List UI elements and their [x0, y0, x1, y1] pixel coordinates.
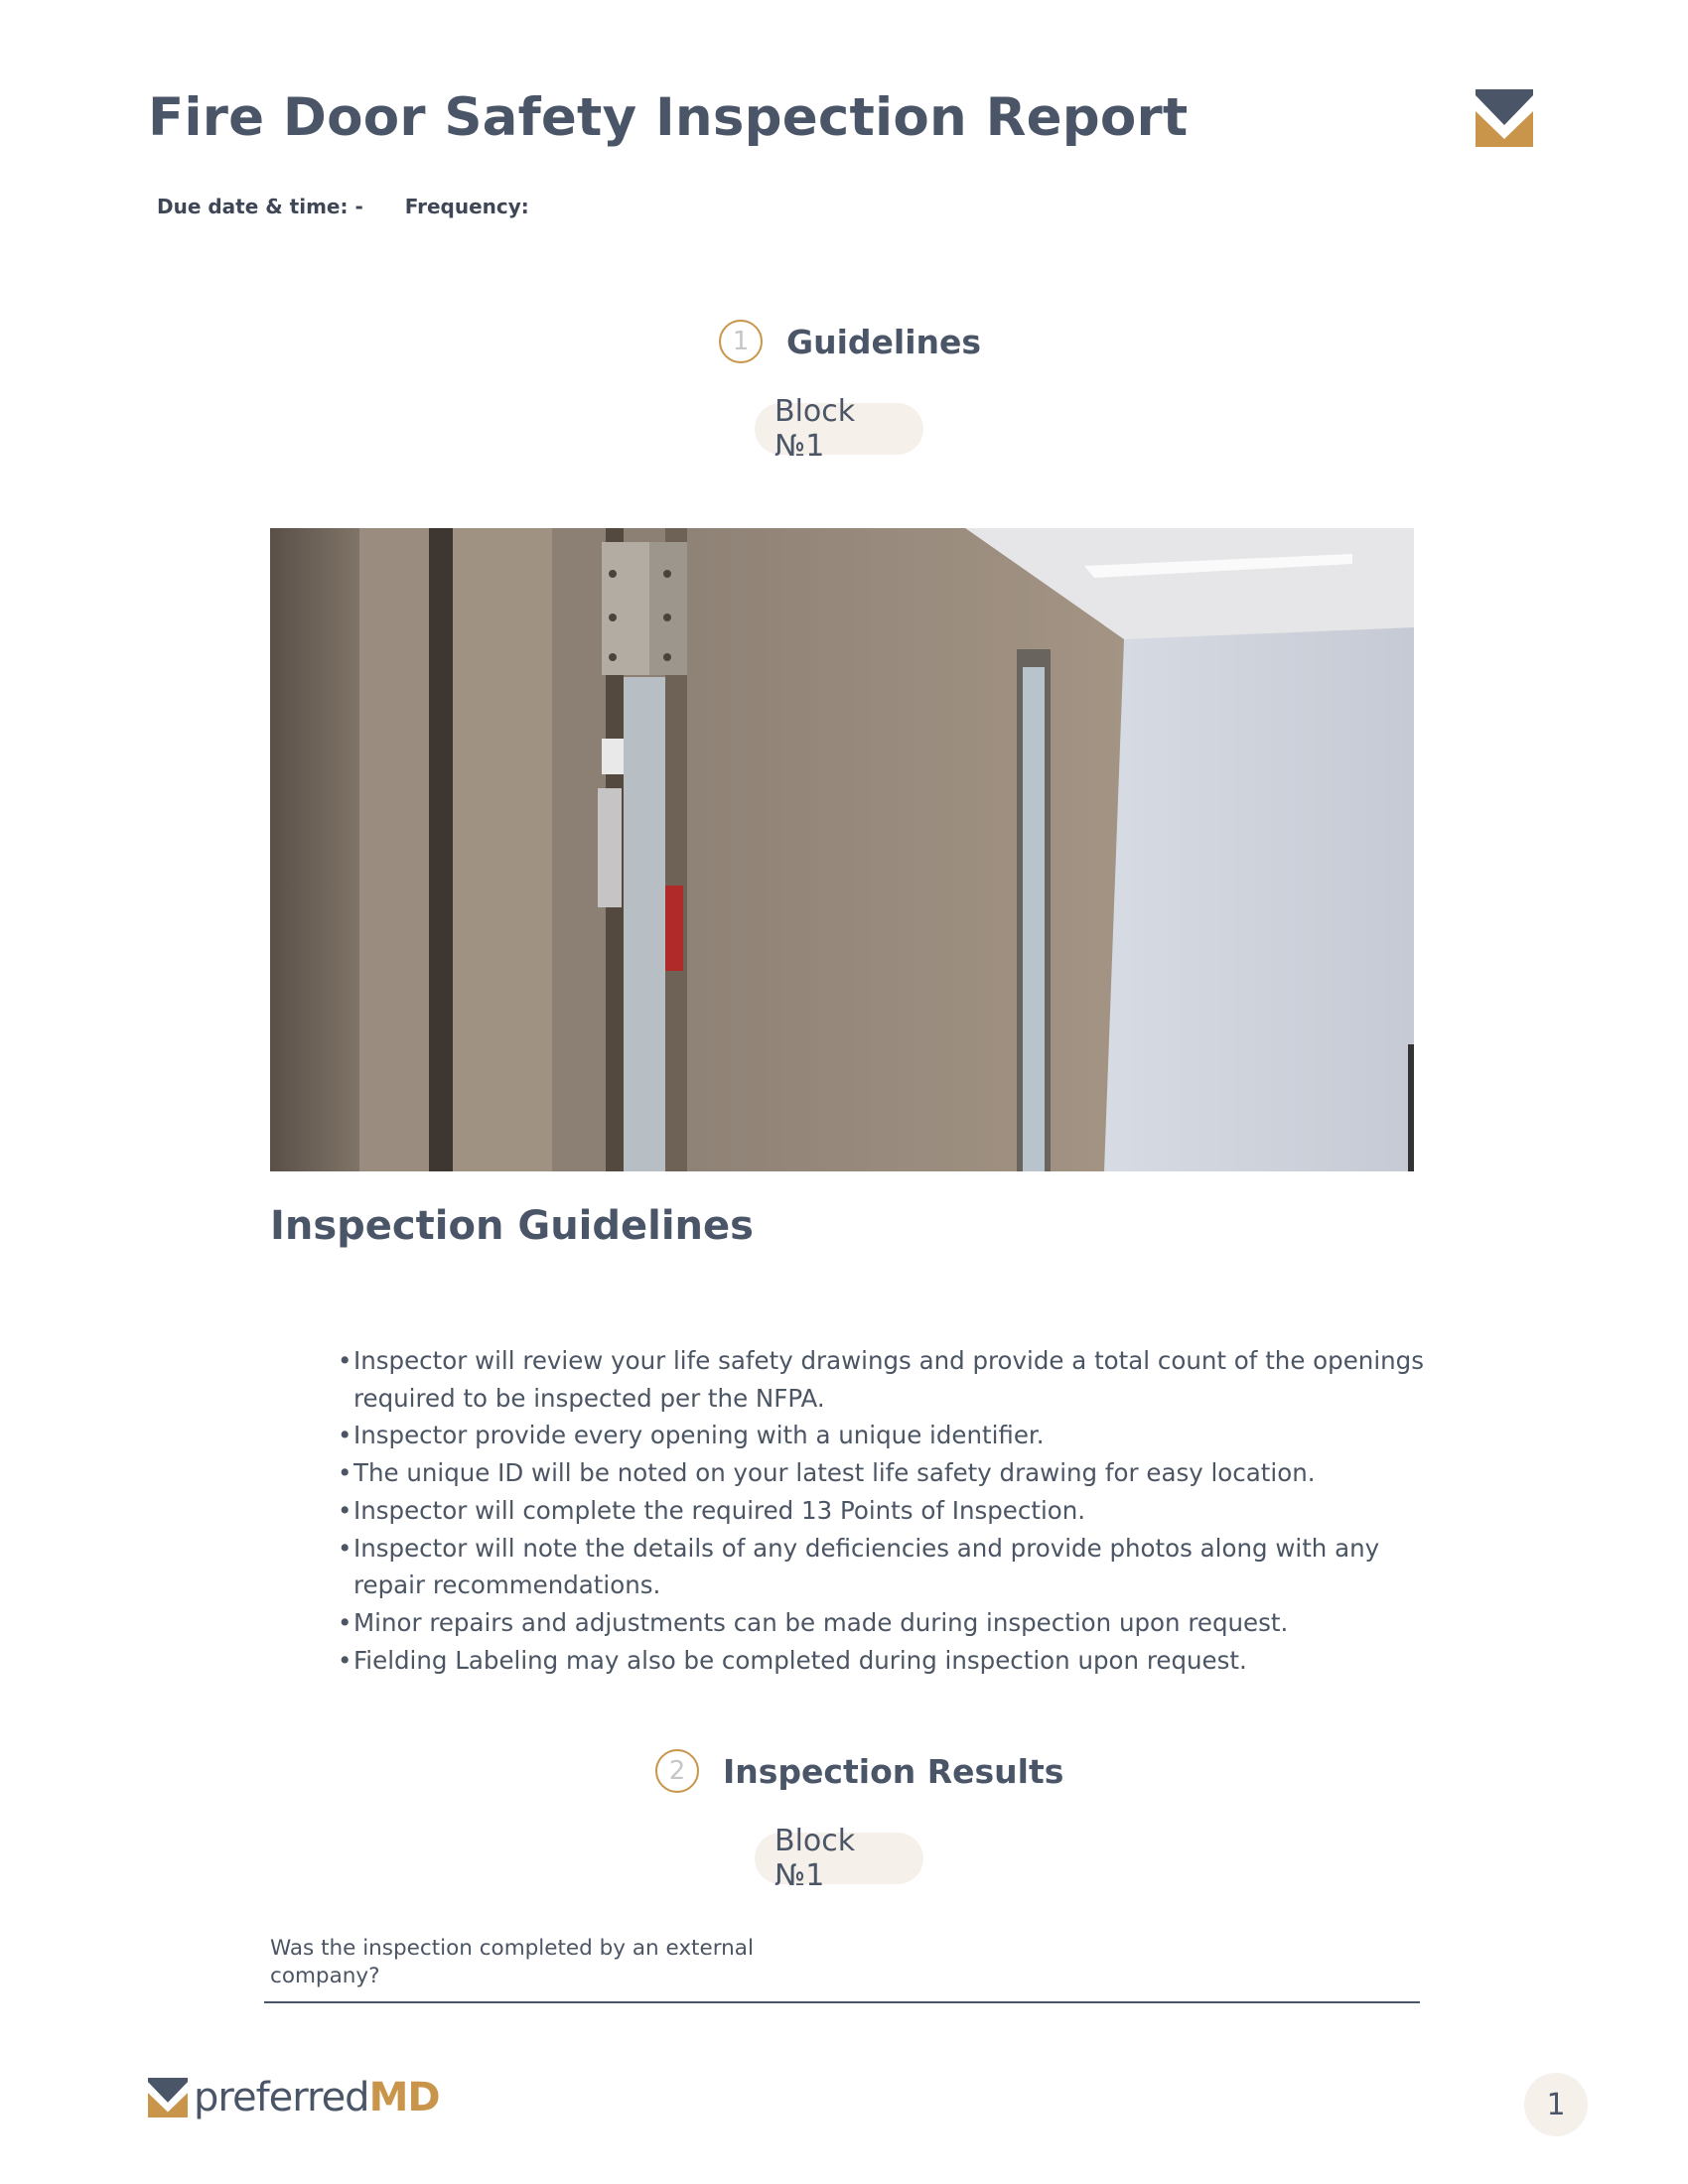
list-item: • Minor repairs and adjustments can be made during inspection upon request.	[338, 1604, 1430, 1642]
list-item: • Inspector will review your life safety drawings and provide a total count of the openings required to be inspected per the NFPA.	[338, 1342, 1430, 1417]
brand-logo-icon	[148, 2078, 188, 2117]
guidelines-heading: Inspection Guidelines	[270, 1203, 754, 1249]
block-pill: Block №1	[755, 1833, 923, 1884]
list-item: • Inspector will note the details of any deficiencies and provide photos along with any repair recommendations.	[338, 1530, 1430, 1604]
footer-brand	[148, 2075, 440, 2120]
list-item: • The unique ID will be noted on your latest life safety drawing for easy location.	[338, 1454, 1430, 1492]
section-title: Inspection Results	[723, 1751, 1064, 1791]
page-number: 1	[1524, 2073, 1588, 2136]
section-title: Guidelines	[786, 322, 982, 361]
frequency-label: Frequency:	[404, 195, 529, 218]
brand-wordmark: preferredMD	[194, 2075, 440, 2120]
block-pill: Block №1	[755, 403, 923, 455]
brand-logo-icon	[1476, 89, 1533, 147]
report-meta	[157, 195, 529, 218]
list-item: • Fielding Labeling may also be completed during inspection upon request.	[338, 1642, 1430, 1680]
section-number-badge: 1	[719, 320, 763, 363]
section-2-header	[655, 1749, 1063, 1793]
fire-door-photo	[270, 528, 1414, 1171]
guidelines-list	[338, 1342, 1430, 1679]
answer-field-line[interactable]	[264, 2001, 1420, 2003]
list-item: • Inspector will complete the required 13 Points of Inspection.	[338, 1492, 1430, 1530]
list-item: • Inspector provide every opening with a unique identifier.	[338, 1417, 1430, 1454]
report-title: Fire Door Safety Inspection Report	[148, 87, 1189, 148]
due-value: -	[354, 195, 363, 218]
external-company-question: Was the inspection completed by an external company?	[270, 1936, 754, 1988]
section-1-header	[719, 320, 981, 363]
section-number-badge: 2	[655, 1749, 699, 1793]
due-label: Due date & time:	[157, 195, 349, 218]
